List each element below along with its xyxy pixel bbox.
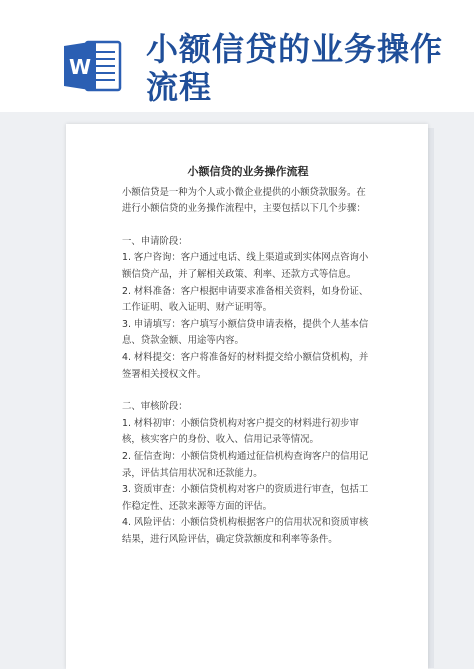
intro-paragraph: 小额信贷是一种为个人或小微企业提供的小额贷款服务。在进行小额信贷的业务操作流程中，主要包括以下几个步骤：	[122, 186, 366, 215]
list-item: 4. 材料提交：客户将准备好的材料提交给小额信贷机构，并签署相关授权文件。	[122, 351, 369, 380]
section-heading: 一、申请阶段：	[122, 235, 188, 247]
word-document-icon	[64, 40, 122, 92]
svg-text:W: W	[68, 55, 92, 79]
list-item: 1. 材料初审：小额信贷机构对客户提交的材料进行初步审核，核实客户的身份、收入、信用记录等情况。	[122, 417, 359, 446]
list-item: 4. 风险评估：小额信贷机构根据客户的信用状况和资质审核结果，进行风险评估，确定贷款额度和利率等条件。	[122, 517, 369, 545]
document-body	[122, 164, 374, 548]
list-item: 2. 征信查询：小额信贷机构通过征信机构查询客户的信用记录，评估其信用状况和还款能力。	[122, 450, 369, 479]
document-title: 小额信贷的业务操作流程	[187, 165, 309, 178]
document-page	[66, 124, 428, 669]
list-item: 1. 客户咨询：客户通过电话、线上渠道或到实体网点咨询小额信贷产品，并了解相关政策、利率、还款方式等信息。	[122, 252, 369, 280]
banner-title: 小额信贷的业务操作流程	[146, 30, 444, 106]
banner	[0, 0, 474, 112]
list-item: 3. 资质审查：小额信贷机构对客户的资质进行审查，包括工作稳定性、还款来源等方面的评估。	[122, 484, 369, 512]
list-item: 2. 材料准备：客户根据申请要求准备相关资料，如身份证、工作证明、收入证明、财产证明等。	[122, 285, 369, 314]
section-heading: 二、审核阶段：	[122, 401, 188, 413]
list-item: 3. 申请填写：客户填写小额信贷申请表格，提供个人基本信息、贷款金额、用途等内容。	[122, 318, 369, 347]
